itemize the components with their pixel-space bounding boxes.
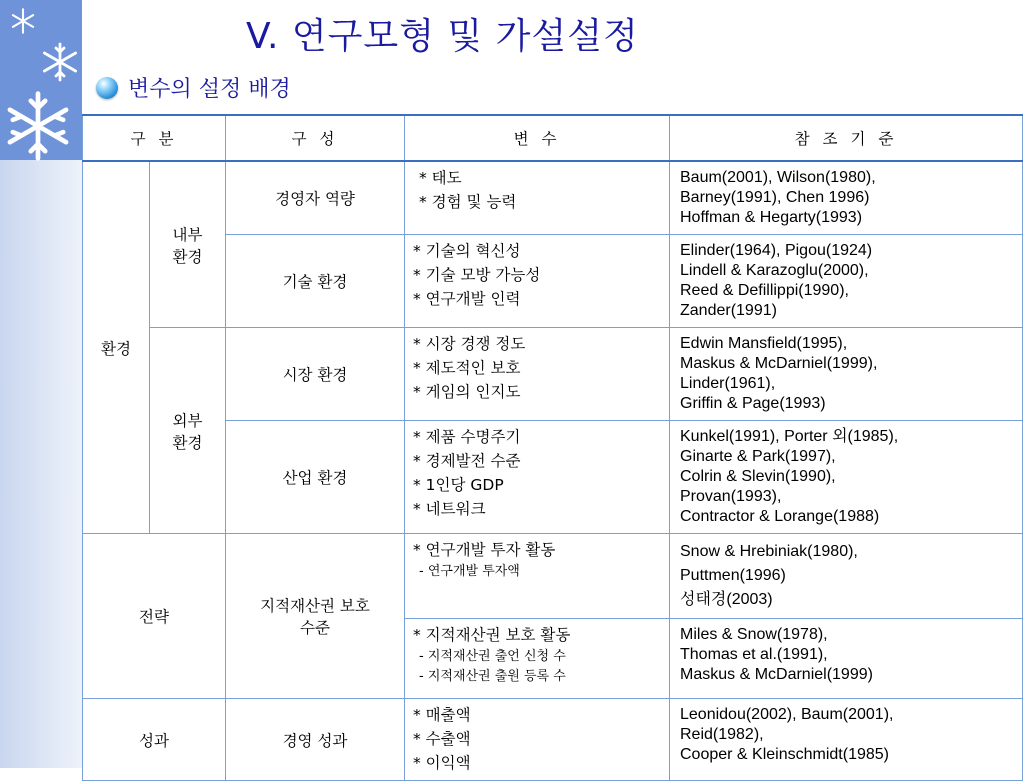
header-component: 구 성 [226, 115, 405, 161]
variables-cell: * 제품 수명주기 * 경제발전 수준 * 1인당 GDP * 네트워크 [405, 421, 670, 534]
component-cell: 경영자 역량 [226, 161, 405, 235]
component-cell: 시장 환경 [226, 328, 405, 421]
section-subtitle: 변수의 설정 배경 [128, 77, 291, 102]
component-cell: 경영 성과 [226, 699, 405, 781]
variables-cell: * 지적재산권 보호 활동 - 지적재산권 출언 신청 수 - 지적재산권 출원 등록 수 [405, 619, 670, 699]
references-cell: Edwin Mansfield(1995), Maskus & McDarniel(1999), Linder(1961), Griffin & Page(1993) [670, 328, 1023, 421]
snowflake-icon [10, 8, 36, 34]
references-cell: Leonidou(2002), Baum(2001), Reid(1982), Cooper & Kleinschmidt(1985) [670, 699, 1023, 781]
variables-cell: * 태도 * 경험 및 능력 [405, 161, 670, 235]
component-cell: 산업 환경 [226, 421, 405, 534]
group-performance: 성과 [83, 699, 226, 781]
header-references: 참 조 기 준 [670, 115, 1023, 161]
variables-cell: * 기술의 혁신성 * 기술 모방 가능성 * 연구개발 인력 [405, 235, 670, 328]
snowflake-icon [2, 90, 74, 162]
snowflake-icon [40, 42, 80, 82]
sphere-bullet-icon [96, 77, 118, 99]
references-cell: Baum(2001), Wilson(1980), Barney(1991), Chen 1996) Hoffman & Hegarty(1993) [670, 161, 1023, 235]
variables-table [82, 114, 1023, 781]
references-cell: Snow & Hrebiniak(1980), Puttmen(1996) 성태경(2003) [670, 534, 1023, 619]
decorative-sidebar [0, 0, 82, 768]
component-cell: 기술 환경 [226, 235, 405, 328]
group-internal: 내부 환경 [150, 161, 226, 328]
group-environment: 환경 [83, 161, 150, 534]
table-row [83, 534, 1023, 619]
references-cell: Elinder(1964), Pigou(1924) Lindell & Karazoglu(2000), Reed & Defillippi(1990), Zander(1991) [670, 235, 1023, 328]
variables-cell: * 연구개발 투자 활동 - 연구개발 투자액 [405, 534, 670, 619]
table-row [83, 699, 1023, 781]
group-external: 외부 환경 [150, 328, 226, 534]
component-cell: 지적재산권 보호 수준 [226, 534, 405, 699]
table-row [83, 161, 1023, 235]
header-category: 구 분 [83, 115, 226, 161]
page-title: V. 연구모형 및 가설설정 [246, 16, 639, 57]
group-strategy: 전략 [83, 534, 226, 699]
variables-cell: * 시장 경쟁 정도 * 제도적인 보호 * 게임의 인지도 [405, 328, 670, 421]
subtitle-row [96, 72, 291, 103]
references-cell: Kunkel(1991), Porter 외(1985), Ginarte & Park(1997), Colrin & Slevin(1990), Provan(1993), Contractor & Lorange(1988) [670, 421, 1023, 534]
table-row [83, 328, 1023, 421]
references-cell: Miles & Snow(1978), Thomas et al.(1991), Maskus & McDarniel(1999) [670, 619, 1023, 699]
variables-cell: * 매출액 * 수출액 * 이익액 [405, 699, 670, 781]
header-variables: 변 수 [405, 115, 670, 161]
table-header-row [83, 115, 1023, 161]
